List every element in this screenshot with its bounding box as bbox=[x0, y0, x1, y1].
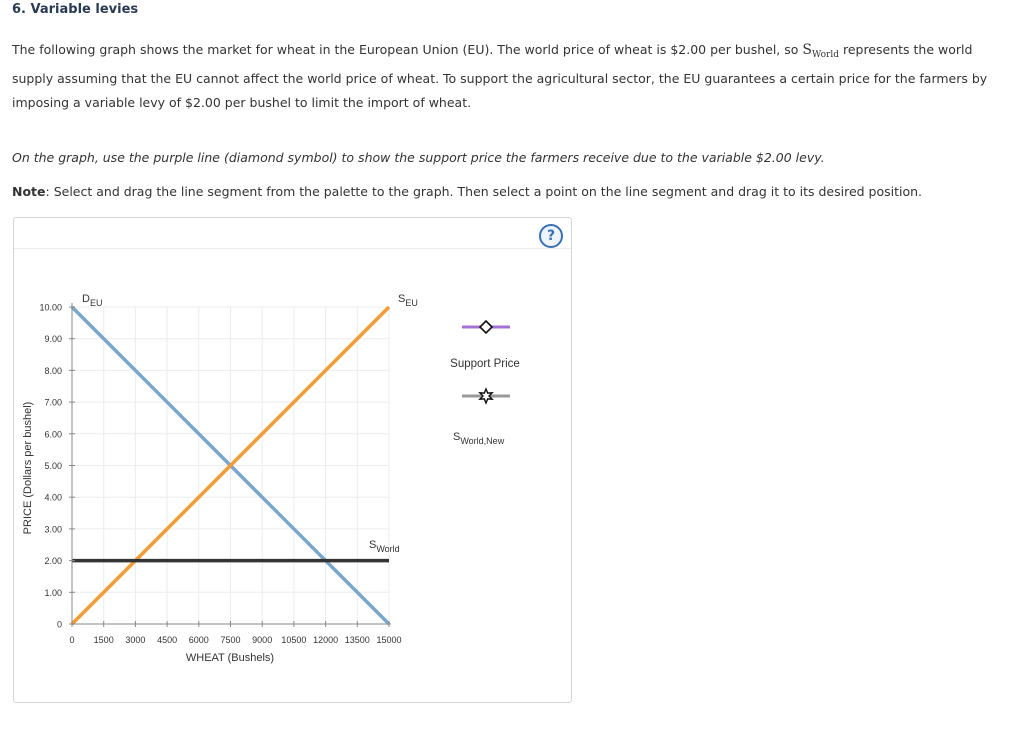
help-icon[interactable]: ? bbox=[539, 224, 563, 248]
sworld-symbol: $S_{World}$ bbox=[802, 42, 839, 60]
x-tick-label: 1500 bbox=[93, 635, 114, 645]
y-tick-label: 8.00 bbox=[44, 365, 62, 376]
y-tick-label: 6.00 bbox=[44, 429, 62, 440]
y-tick-label: 5.00 bbox=[44, 461, 62, 471]
y-tick-label: 0 bbox=[56, 619, 62, 630]
x-tick-label: 4500 bbox=[157, 635, 178, 645]
instruction-text: On the graph, use the purple line (diamond symbol) to show the support price the farmers receive due to the variable $2.00 levy. bbox=[12, 150, 825, 165]
x-tick-label: 6000 bbox=[188, 635, 209, 645]
x-tick-label: 7500 bbox=[220, 635, 241, 645]
sworld-new-label: $S_{World,New}$ bbox=[453, 431, 505, 446]
y-axis-label: PRICE (Dollars per bushel) bbox=[22, 401, 34, 535]
question-title: 6. Variable levies bbox=[12, 2, 139, 17]
x-tick-label: 9000 bbox=[252, 635, 273, 645]
series-label-seu: $S_{EU}$ bbox=[398, 293, 418, 308]
x-axis-label: WHEAT (Bushels) bbox=[185, 652, 275, 664]
x-tick-label: 13500 bbox=[344, 635, 370, 645]
y-tick-label: 2.00 bbox=[44, 556, 62, 567]
palette-support-price-tool[interactable] bbox=[462, 321, 510, 333]
series-label-sworld: $S_{World}$ bbox=[369, 539, 400, 554]
x-tick-label: 0 bbox=[69, 635, 75, 645]
series-label-deu: $D_{EU}$ bbox=[82, 293, 103, 308]
diamond-icon[interactable] bbox=[480, 321, 492, 333]
x-tick-label: 12000 bbox=[313, 635, 339, 645]
intro-text-2: represents the world supply assuming that the EU cannot affect the world price of wheat. To support the agricultural sector, the EU guarantees a certain price for the farmers by imposing a variable levy of $2.00 per bushel to limit the import of wheat. bbox=[12, 42, 988, 110]
y-tick-label: 7.00 bbox=[44, 397, 62, 408]
intro-text-1: The following graph shows the market for wheat in the European Union (EU). The world price of wheat is $2.00 per bushel, so bbox=[12, 42, 803, 57]
x-tick-label: 3000 bbox=[125, 635, 146, 645]
y-tick-label: 4.00 bbox=[44, 492, 62, 503]
y-tick-label: 1.00 bbox=[44, 587, 62, 598]
y-tick-label: 9.00 bbox=[44, 334, 62, 345]
x-tick-label: 15000 bbox=[376, 635, 402, 645]
y-tick-label: 10.00 bbox=[39, 302, 62, 313]
support-price-label: Support Price bbox=[450, 358, 520, 370]
x-tick-label: 10500 bbox=[281, 635, 307, 645]
note-body: : Select and drag the line segment from the palette to the graph. Then select a point on the line segment and drag it to its desired position. bbox=[45, 184, 923, 199]
palette-sworld-new-tool[interactable] bbox=[462, 389, 510, 403]
y-tick-label: 3.00 bbox=[44, 524, 62, 535]
note-label: Note bbox=[12, 184, 46, 199]
